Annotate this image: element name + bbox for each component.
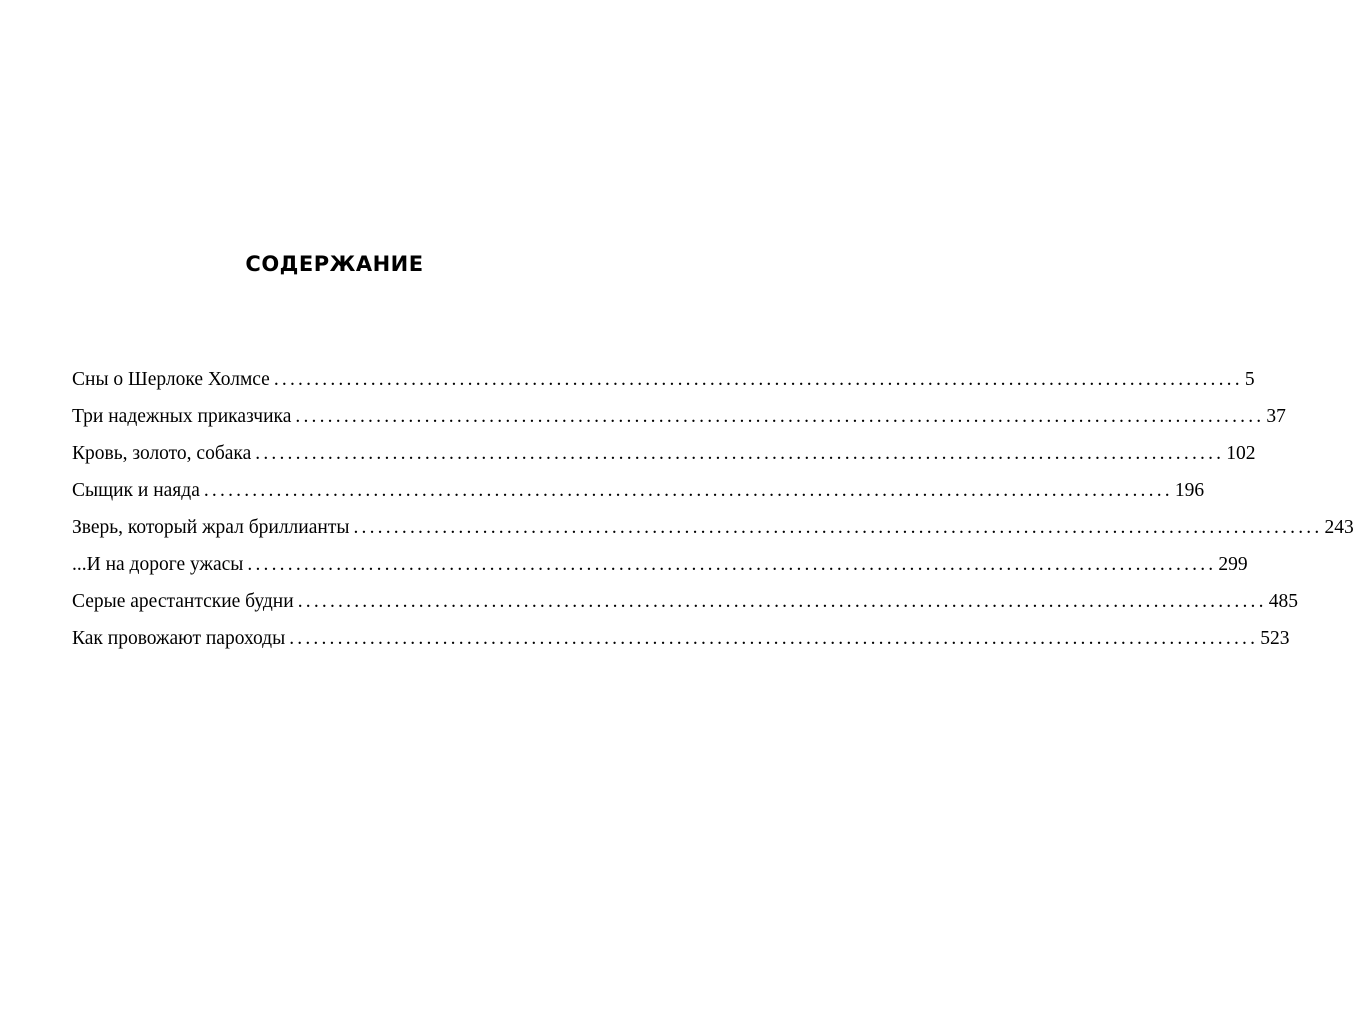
page-title: СОДЕРЖАНИЕ xyxy=(245,252,424,276)
toc-entry-title: Три надежных приказчика xyxy=(72,406,292,427)
toc-page-number: 5 xyxy=(1244,369,1255,390)
toc-entry xyxy=(72,588,1298,625)
dot-leader: ........................................................................................................................ xyxy=(297,591,1267,612)
toc-entry-title: ...И на дороге ужасы xyxy=(72,554,244,575)
toc-entry xyxy=(72,477,1205,514)
toc-entry-title: Зверь, который жрал бриллианты xyxy=(72,517,350,538)
toc-entry-title: Кровь, золото, собака xyxy=(72,443,252,464)
dot-leader: ........................................................................................................................ xyxy=(273,369,1243,390)
dot-leader: ........................................................................................................................ xyxy=(247,554,1217,575)
toc-entry xyxy=(72,366,1255,403)
dot-leader: ........................................................................................................................ xyxy=(295,406,1265,427)
dot-leader: ........................................................................................................................ xyxy=(353,517,1323,538)
toc-entry-title: Как провожают пароходы xyxy=(72,628,286,649)
dot-leader: ........................................................................................................................ xyxy=(203,480,1173,501)
dot-leader: ........................................................................................................................ xyxy=(289,628,1259,649)
toc-entry-title: Сыщик и наяда xyxy=(72,480,200,501)
table-of-contents xyxy=(72,366,1354,662)
toc-page-number: 485 xyxy=(1268,591,1298,612)
toc-page-number: 523 xyxy=(1260,628,1290,649)
toc-entry xyxy=(72,514,1354,551)
toc-entry xyxy=(72,625,1290,662)
toc-entry-title: Сны о Шерлоке Холмсе xyxy=(72,369,270,390)
toc-entry xyxy=(72,440,1256,477)
toc-page-number: 102 xyxy=(1226,443,1256,464)
toc-page-number: 299 xyxy=(1218,554,1248,575)
dot-leader: ........................................................................................................................ xyxy=(255,443,1225,464)
toc-page-number: 243 xyxy=(1324,517,1354,538)
toc-page-number: 196 xyxy=(1174,480,1205,501)
toc-entry xyxy=(72,551,1248,588)
toc-page-number: 37 xyxy=(1266,406,1286,427)
toc-entry xyxy=(72,403,1286,440)
toc-entry-title: Серые арестантские будни xyxy=(72,591,294,612)
